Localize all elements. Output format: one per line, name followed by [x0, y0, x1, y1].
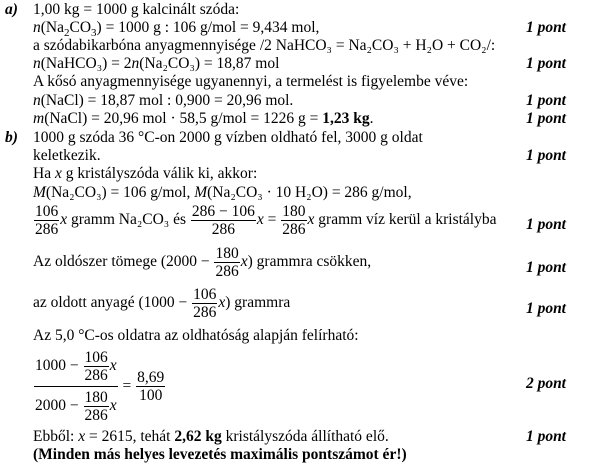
b-line-9: Ebből: x = 2615, tehát 2,62 kg kristályszóda állítható elő. [33, 428, 389, 445]
b-line-6: Az oldószer tömege (2000 − $\frac{180}{286}$ x) grammra csökken, [33, 245, 372, 280]
b-line-5: $\frac{106}{286}$ x gramm Na₂CO₃ és $\frac{286 - 106}{286}$ x = $\frac{180}{286}$ x gramm víz kerül a kristályba [35, 203, 497, 238]
fraction: $\frac{106}{286}$ [193, 286, 217, 321]
fraction: $\frac{106}{286}$ [35, 203, 59, 238]
a-line-7: m(NaCl) = 20,96 mol · 58,5 g/mol = 1226 g = 1,23 kg. [33, 110, 374, 127]
points-b5: 2 pont [525, 375, 566, 392]
fraction: $\frac{106}{286}$ [84, 349, 108, 384]
a-line-1: 1,00 kg = 1000 g kalcinált szóda: [33, 1, 240, 18]
b-line-2: keletkezik. [33, 147, 101, 164]
solubility-equation: 1000 − $\frac{106}{286}$ x 2000 − $\frac{180}{286}$ x = $\frac{8,69}{100}$ [35, 349, 165, 424]
a-line-6: n(NaCl) = 18,87 mol : 0,900 = 20,96 mol. [33, 92, 294, 109]
b-line-1: 1000 g szóda 36 °C-on 2000 g vízben oldható fel, 3000 g oldat [33, 129, 423, 146]
ratio-fraction: $\frac{8,69}{100}$ [137, 369, 165, 404]
b-line-4: M(Na₂CO₃) = 106 g/mol, M(Na₂CO₃ · 10 H₂O) = 286 g/mol, [33, 184, 412, 201]
fraction: $\frac{286 - 106}{286}$ [191, 203, 255, 238]
a-line-4: n(NaHCO₃) = 2n(Na₂CO₃) = 18,87 mol [33, 55, 280, 72]
points-b1: 1 pont [525, 147, 566, 164]
points-b2: 1 pont [525, 216, 566, 233]
b-line-8: Az 5,0 °C-os oldatra az oldhatóság alapján felírható: [33, 327, 359, 344]
fraction: $\frac{180}{286}$ [215, 245, 239, 280]
a-line-2: $n(Na_2CO_3) = 1000$ g : 106 g/mol = 9,434 mol, [33, 19, 320, 40]
big-fraction: 1000 − $\frac{106}{286}$ x 2000 − $\frac{180}{286}$ x [35, 349, 117, 424]
points-a1: 1 pont [525, 19, 566, 36]
a-line-3: a szódabikarbóna anyagmennyisége /2 NaHCO₃ = Na₂CO₃ + H₂O + CO₂/: [33, 37, 496, 54]
a-line-5: A kősó anyagmennyisége ugyanennyi, a termelést is figyelembe véve: [33, 73, 469, 90]
b-line-3: Ha x g kristályszóda válik ki, akkor: [33, 165, 258, 182]
points-b3: 1 pont [525, 259, 566, 276]
points-a4: 1 pont [525, 110, 566, 127]
points-b6: 1 pont [525, 428, 566, 445]
fraction: $\frac{180}{286}$ [84, 389, 108, 424]
part-a-label: a) [5, 1, 18, 18]
points-b4: 1 pont [525, 300, 566, 317]
fraction: $\frac{180}{286}$ [282, 203, 306, 238]
part-b-label: b) [5, 129, 18, 146]
points-a3: 1 pont [525, 92, 566, 109]
points-a2: 1 pont [525, 55, 566, 72]
b-line-7: az oldott anyagé (1000 − $\frac{106}{286}$ x) grammra [33, 286, 291, 321]
scoring-note: (Minden más helyes levezetés maximális pontszámot ér!) [33, 446, 407, 463]
